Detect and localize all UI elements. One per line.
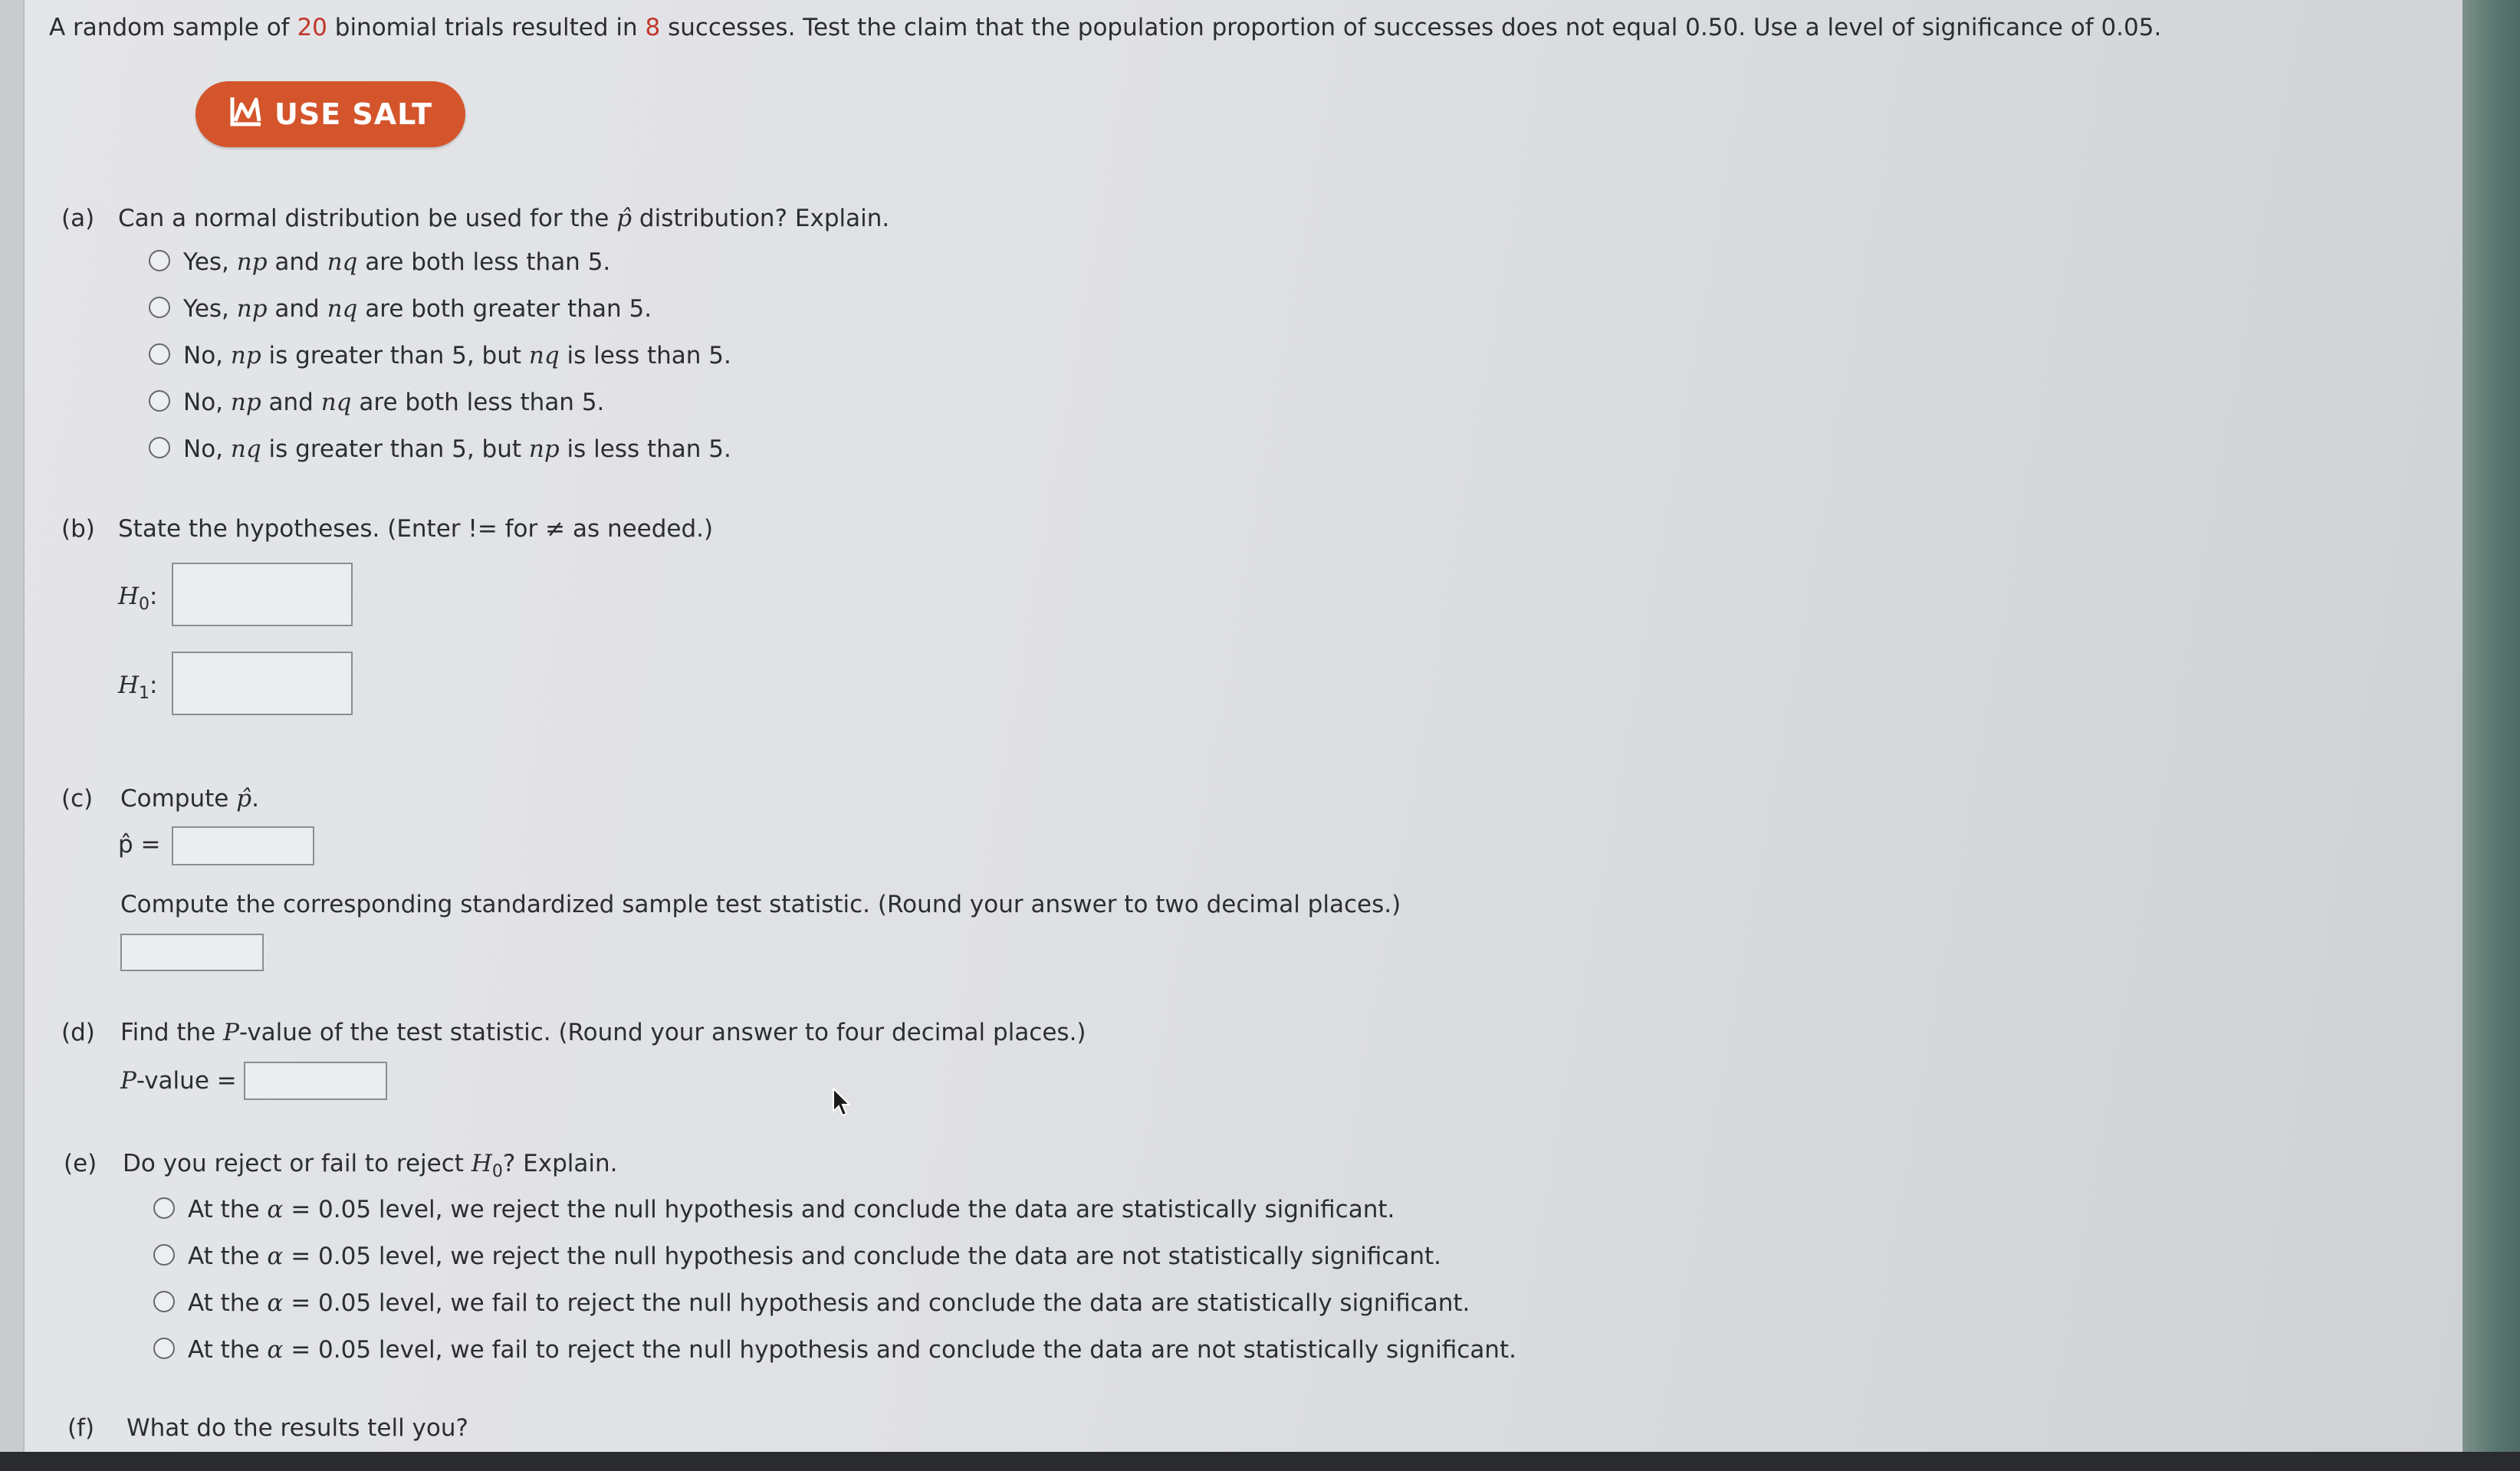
- h0-input[interactable]: [172, 563, 353, 626]
- part-e-option-4-label[interactable]: At the α = 0.05 level, we fail to reject the null hypothesis and conclude the data are not statistically significant.: [188, 1336, 1516, 1364]
- p-value-input[interactable]: [244, 1062, 387, 1100]
- problem-statement: A random sample of 20 binomial trials resulted in 8 successes. Test the claim that the population proportion of successes does not equal 0.50. Use a level of significance of 0.05.: [49, 14, 2162, 41]
- success-count: 8: [645, 14, 661, 41]
- part-e-option-1-label[interactable]: At the α = 0.05 level, we reject the null hypothesis and conclude the data are statistically significant.: [188, 1196, 1395, 1223]
- part-e-option-2-label[interactable]: At the α = 0.05 level, we reject the null hypothesis and conclude the data are not statistically significant.: [188, 1243, 1442, 1270]
- part-a-option-2-radio[interactable]: [149, 297, 170, 318]
- use-salt-button[interactable]: [195, 81, 465, 147]
- screen-bottom-bar: [0, 1452, 2520, 1471]
- phat-label: p̂ =: [118, 831, 161, 859]
- part-a-option-4-label[interactable]: No, np and nq are both less than 5.: [183, 389, 605, 416]
- part-a-tag: (a): [61, 205, 95, 232]
- use-salt-label: USE SALT: [274, 97, 433, 131]
- test-statistic-question: Compute the corresponding standardized sample test statistic. (Round your answer to two decimal places.): [120, 891, 1401, 918]
- test-statistic-input[interactable]: [120, 934, 264, 971]
- part-e-option-1-radio[interactable]: [153, 1197, 175, 1219]
- window-edge: [2463, 0, 2520, 1471]
- part-b-tag: (b): [61, 515, 95, 543]
- part-e-option-4-radio[interactable]: [153, 1338, 175, 1359]
- part-d-question: Find the P-value of the test statistic. (Round your answer to four decimal places.): [120, 1019, 1086, 1046]
- mouse-pointer-icon: [832, 1087, 852, 1118]
- part-b-question: State the hypotheses. (Enter != for ≠ as needed.): [118, 515, 714, 543]
- part-e-option-2-radio[interactable]: [153, 1244, 175, 1266]
- part-d-tag: (d): [61, 1019, 95, 1046]
- part-a-option-3-label[interactable]: No, np is greater than 5, but nq is less than 5.: [183, 342, 731, 369]
- part-a-option-4-radio[interactable]: [149, 390, 170, 412]
- part-f-question: What do the results tell you?: [126, 1414, 468, 1442]
- h1-label: $H_1$:: [118, 671, 158, 704]
- part-e-tag: (e): [64, 1150, 97, 1177]
- part-a-option-1-label[interactable]: Yes, np and nq are both less than 5.: [183, 248, 611, 276]
- part-a-option-2-label[interactable]: Yes, np and nq are both greater than 5.: [183, 295, 652, 323]
- part-c-question: Compute p̂.: [120, 785, 259, 813]
- part-a-option-3-radio[interactable]: [149, 343, 170, 365]
- part-c-tag: (c): [61, 785, 94, 813]
- trial-count: 20: [297, 14, 327, 41]
- part-e-question: Do you reject or fail to reject $H_0$? Explain.: [123, 1150, 618, 1182]
- h1-input[interactable]: [172, 652, 353, 715]
- part-f-tag: (f): [67, 1414, 95, 1442]
- part-a-question: Can a normal distribution be used for the p̂ distribution? Explain.: [118, 205, 890, 232]
- part-a-option-5-radio[interactable]: [149, 437, 170, 458]
- phat-input[interactable]: [172, 826, 314, 865]
- h0-label: $H_0$:: [118, 583, 158, 615]
- salt-chart-icon: [228, 94, 264, 136]
- part-e-option-3-radio[interactable]: [153, 1291, 175, 1312]
- part-e-option-3-label[interactable]: At the α = 0.05 level, we fail to reject the null hypothesis and conclude the data are statistically significant.: [188, 1289, 1470, 1317]
- p-value-label: P-value =: [120, 1067, 237, 1095]
- part-a-option-1-radio[interactable]: [149, 250, 170, 271]
- part-a-option-5-label[interactable]: No, nq is greater than 5, but np is less than 5.: [183, 435, 731, 463]
